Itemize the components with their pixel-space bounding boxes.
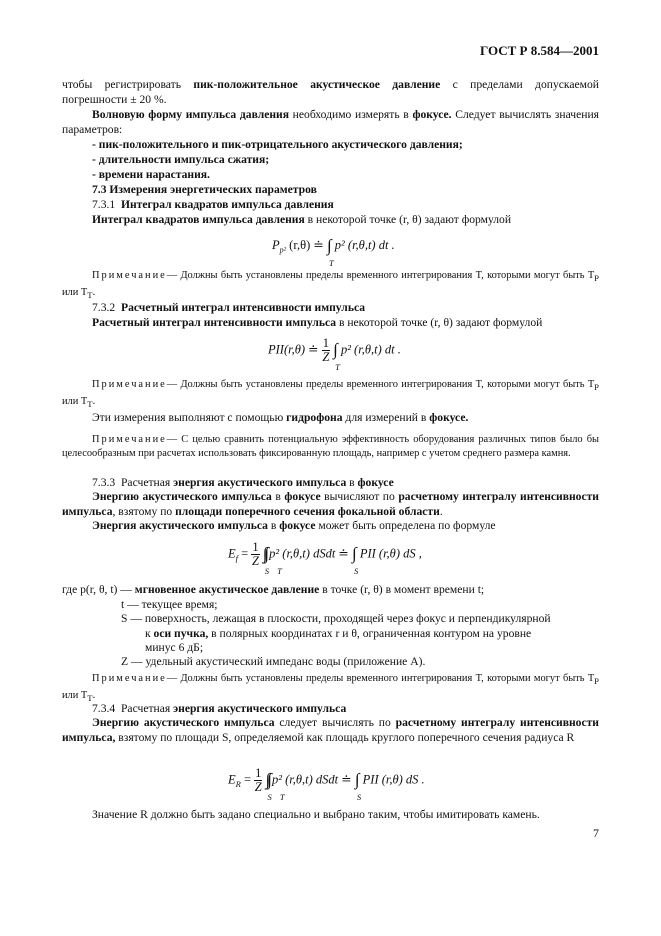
- note-2: [62, 378, 599, 411]
- equals-sign: =: [241, 546, 249, 561]
- text-run: может быть определена по формуле: [315, 519, 496, 532]
- integral-limit: S: [356, 792, 362, 803]
- text-run: Расчетная: [120, 476, 174, 489]
- note-text: — Должны быть установлены пределы временного интегрирования T, которыми могут быть T: [166, 379, 595, 390]
- integral-limit: T: [335, 362, 340, 373]
- section-title: Интеграл квадратов импульса давления: [120, 198, 334, 211]
- where-first-line: [62, 583, 599, 598]
- integral-limit: S T: [264, 566, 285, 577]
- text-run: , взятому по: [112, 504, 176, 518]
- bold-term: Энергию акустического импульса: [92, 490, 272, 503]
- integral-sign: ∫ S: [355, 773, 360, 788]
- note-label: Примечание: [92, 270, 167, 281]
- bold-term: Энергию акустического импульса: [92, 716, 275, 729]
- bold-term: энергия акустического импульса: [173, 702, 347, 715]
- bold-term: Интеграл квадратов импульса давления: [92, 213, 305, 226]
- formula-body: p² (r,θ,t) dt .: [334, 238, 395, 252]
- param-item: - длительности импульса сжатия;: [92, 153, 270, 166]
- text-run: чтобы регистрировать: [62, 78, 194, 91]
- text-run: Эти измерения выполняют с помощью: [92, 411, 287, 424]
- note-text: или T: [62, 395, 88, 407]
- section-heading-7-3: 7.3 Измерения энергетических параметров: [92, 183, 317, 196]
- note-text: .: [92, 286, 96, 298]
- formula-focal-pulse-energy: [228, 540, 422, 577]
- measurement-paragraph: [92, 411, 599, 426]
- text-run: Следует вычислять значения параметров:: [62, 108, 599, 136]
- equals-sign: =: [243, 772, 252, 787]
- note-label: Примечание: [92, 434, 167, 445]
- note-label: Примечание: [92, 673, 167, 684]
- integral-sign: ∫ T: [327, 239, 332, 254]
- formula-symbol: E: [228, 546, 236, 561]
- text-run: вычисляют по: [320, 490, 399, 503]
- section-number: 7.3.4: [92, 702, 116, 715]
- note-text: или T: [62, 286, 88, 298]
- section-heading-7-3-1: [92, 198, 599, 213]
- text-run: необходимо измерять в: [288, 108, 413, 121]
- note-text: .: [92, 395, 96, 407]
- note-label: Примечание: [92, 379, 167, 390]
- where-s-definition-1: S — поверхность, лежащая в плоскости, проходящей через фокус и перпендикулярной: [121, 612, 551, 625]
- subscript: T: [87, 692, 93, 703]
- integral-limit: S T: [267, 792, 288, 803]
- integral-sign: ∫ S: [352, 547, 357, 562]
- bold-term: фокусе: [284, 490, 321, 503]
- section-heading-7-3-2: [92, 301, 599, 316]
- integral-sign: ∫ T: [333, 343, 338, 358]
- text-run: в некоторой точке (r, θ) задают формулой: [304, 213, 512, 226]
- subscript: T: [87, 289, 93, 300]
- section-number: 7.3.2: [92, 301, 116, 314]
- bold-term: фокусе.: [429, 411, 469, 424]
- double-integral-sign: ∫∫ S T: [266, 773, 269, 788]
- paragraph-7-3-2: [92, 316, 599, 331]
- formula-radius-pulse-energy: [228, 766, 425, 803]
- bold-term: фокусе: [279, 519, 316, 532]
- section-number: 7.3.3: [92, 476, 116, 489]
- bold-term: гидрофона: [286, 411, 343, 424]
- bold-term: расчетному интегралу интенсивности импульса,: [62, 716, 599, 744]
- integral-limit: T: [329, 257, 334, 268]
- bold-term: мгновенное акустическое давление: [134, 583, 320, 596]
- section-heading-7-3-3: [92, 476, 599, 491]
- where-z-definition: Z — удельный акустический импеданс воды (приложение А).: [121, 655, 426, 668]
- formula-subscript: f: [235, 552, 239, 563]
- section-number: 7.3.1: [92, 198, 116, 211]
- subscript: T: [87, 398, 93, 409]
- fraction: [254, 767, 262, 794]
- formula-symbol: P: [272, 238, 280, 252]
- param-item: - пик-положительного и пик-отрицательного акустического давления;: [92, 138, 463, 151]
- where-s-definition-3: минус 6 дБ;: [145, 641, 204, 654]
- text-run: в: [346, 476, 358, 489]
- formula-subscript: R: [235, 778, 241, 789]
- bold-term: пик-положительное акустическое давление: [193, 78, 441, 91]
- fraction: [251, 541, 259, 568]
- subscript: P: [594, 676, 599, 687]
- text-run: Расчетная: [120, 702, 174, 715]
- formula-pulse-intensity-integral: [268, 336, 401, 373]
- text-run: в: [271, 490, 285, 503]
- text-run: в полярных координатах r и θ, ограниченная контуром на уровне: [208, 627, 532, 640]
- text-run: с пределами допускаемой погрешности ± 20 %.: [62, 78, 599, 106]
- formula-body: PII (r,θ) dS ,: [359, 546, 422, 561]
- note-text: — Должны быть установлены пределы временного интегрирования T, которыми могут быть T: [166, 673, 595, 684]
- section-heading-7-3-4: [92, 702, 599, 717]
- waveform-paragraph: [62, 108, 599, 137]
- text-run: в точке (r, θ) в момент времени t;: [319, 583, 485, 596]
- section-title: Расчетный интеграл интенсивности импульса: [120, 301, 366, 314]
- text-run: в: [267, 519, 280, 532]
- text-run: к: [145, 627, 154, 640]
- bold-term: энергия акустического импульса: [173, 476, 347, 489]
- fraction: [322, 337, 330, 364]
- paragraph-7-3-3-a: [62, 490, 599, 519]
- bold-term: расчетному интегралу интенсивности импульса: [62, 490, 599, 518]
- fraction-numerator: 1: [255, 766, 262, 780]
- formula-body: PII (r,θ) dS .: [362, 772, 425, 787]
- text-run: следует вычислять по: [274, 716, 396, 729]
- paragraph-7-3-1: [92, 213, 599, 228]
- bold-term: фокусе.: [412, 108, 452, 121]
- text-run: где p(r, θ, t) —: [62, 583, 135, 596]
- note-text: .: [92, 689, 96, 701]
- formula-symbol: PII(r,θ) ≐: [268, 342, 319, 357]
- param-item: - времени нарастания.: [92, 168, 210, 181]
- subscript: P: [594, 273, 599, 284]
- bold-term: площади поперечного сечения фокальной области: [175, 504, 440, 518]
- bold-term: Волновую форму импульса давления: [92, 108, 289, 121]
- formula-body: p² (r,θ,t) dSdt ≐: [269, 546, 349, 561]
- formula-args: (r,θ) ≐: [289, 238, 324, 252]
- document-header: ГОСТ Р 8.584—2001: [480, 43, 599, 58]
- paragraph-7-3-4: [62, 716, 599, 745]
- intro-paragraph: [62, 78, 599, 107]
- bold-term: оси пучка,: [153, 627, 209, 640]
- integral-limit: S: [354, 566, 359, 577]
- text-run: в некоторой точке (r, θ) задают формулой: [336, 316, 543, 329]
- fraction-denominator: Z: [251, 554, 259, 568]
- note-3: [62, 433, 599, 460]
- paragraph-7-3-3-b: [92, 519, 599, 534]
- fraction-numerator: 1: [322, 336, 330, 350]
- subscript: P: [594, 382, 599, 393]
- page-number: 7: [593, 826, 599, 840]
- formula-body: p² (r,θ,t) dSdt ≐: [271, 772, 352, 787]
- note-4: [62, 672, 599, 705]
- where-s-definition-2: [145, 627, 599, 642]
- text-run: для измерений в: [342, 411, 430, 424]
- note-1: [62, 269, 599, 302]
- bold-term: фокусе: [357, 476, 394, 489]
- bold-term: Расчетный интеграл интенсивности импульса: [92, 316, 337, 329]
- note-text: — Должны быть установлены пределы временного интегрирования T, которыми могут быть T: [166, 270, 595, 281]
- formula-body: p² (r,θ,t) dt .: [340, 342, 401, 357]
- formula-pulse-pressure-squared-integral: [272, 235, 395, 268]
- final-paragraph: Значение R должно быть задано специально и выбрано таким, чтобы имитировать камень.: [92, 808, 540, 821]
- double-integral-sign: ∫∫ S T: [263, 547, 266, 562]
- where-t-definition: t — текущее время;: [121, 598, 218, 611]
- formula-symbol: E: [228, 772, 236, 787]
- note-text: — С целью сравнить потенциальную эффективность оборудования различных типов было бы целесообразным при расчетах использовать фиксированную площадь, например с учетом среднего размера камня.: [62, 434, 599, 459]
- fraction-denominator: Z: [322, 350, 330, 364]
- text-run: .: [439, 504, 443, 518]
- fraction-numerator: 1: [252, 540, 259, 554]
- bold-term: Энергия акустического импульса: [92, 519, 268, 532]
- fraction-denominator: Z: [254, 780, 262, 794]
- text-run: взятому по площади S, определяемой как площадь круглого поперечного сечения радиуса R: [115, 730, 575, 744]
- formula-subscript: p²: [279, 245, 287, 255]
- note-text: или T: [62, 689, 88, 701]
